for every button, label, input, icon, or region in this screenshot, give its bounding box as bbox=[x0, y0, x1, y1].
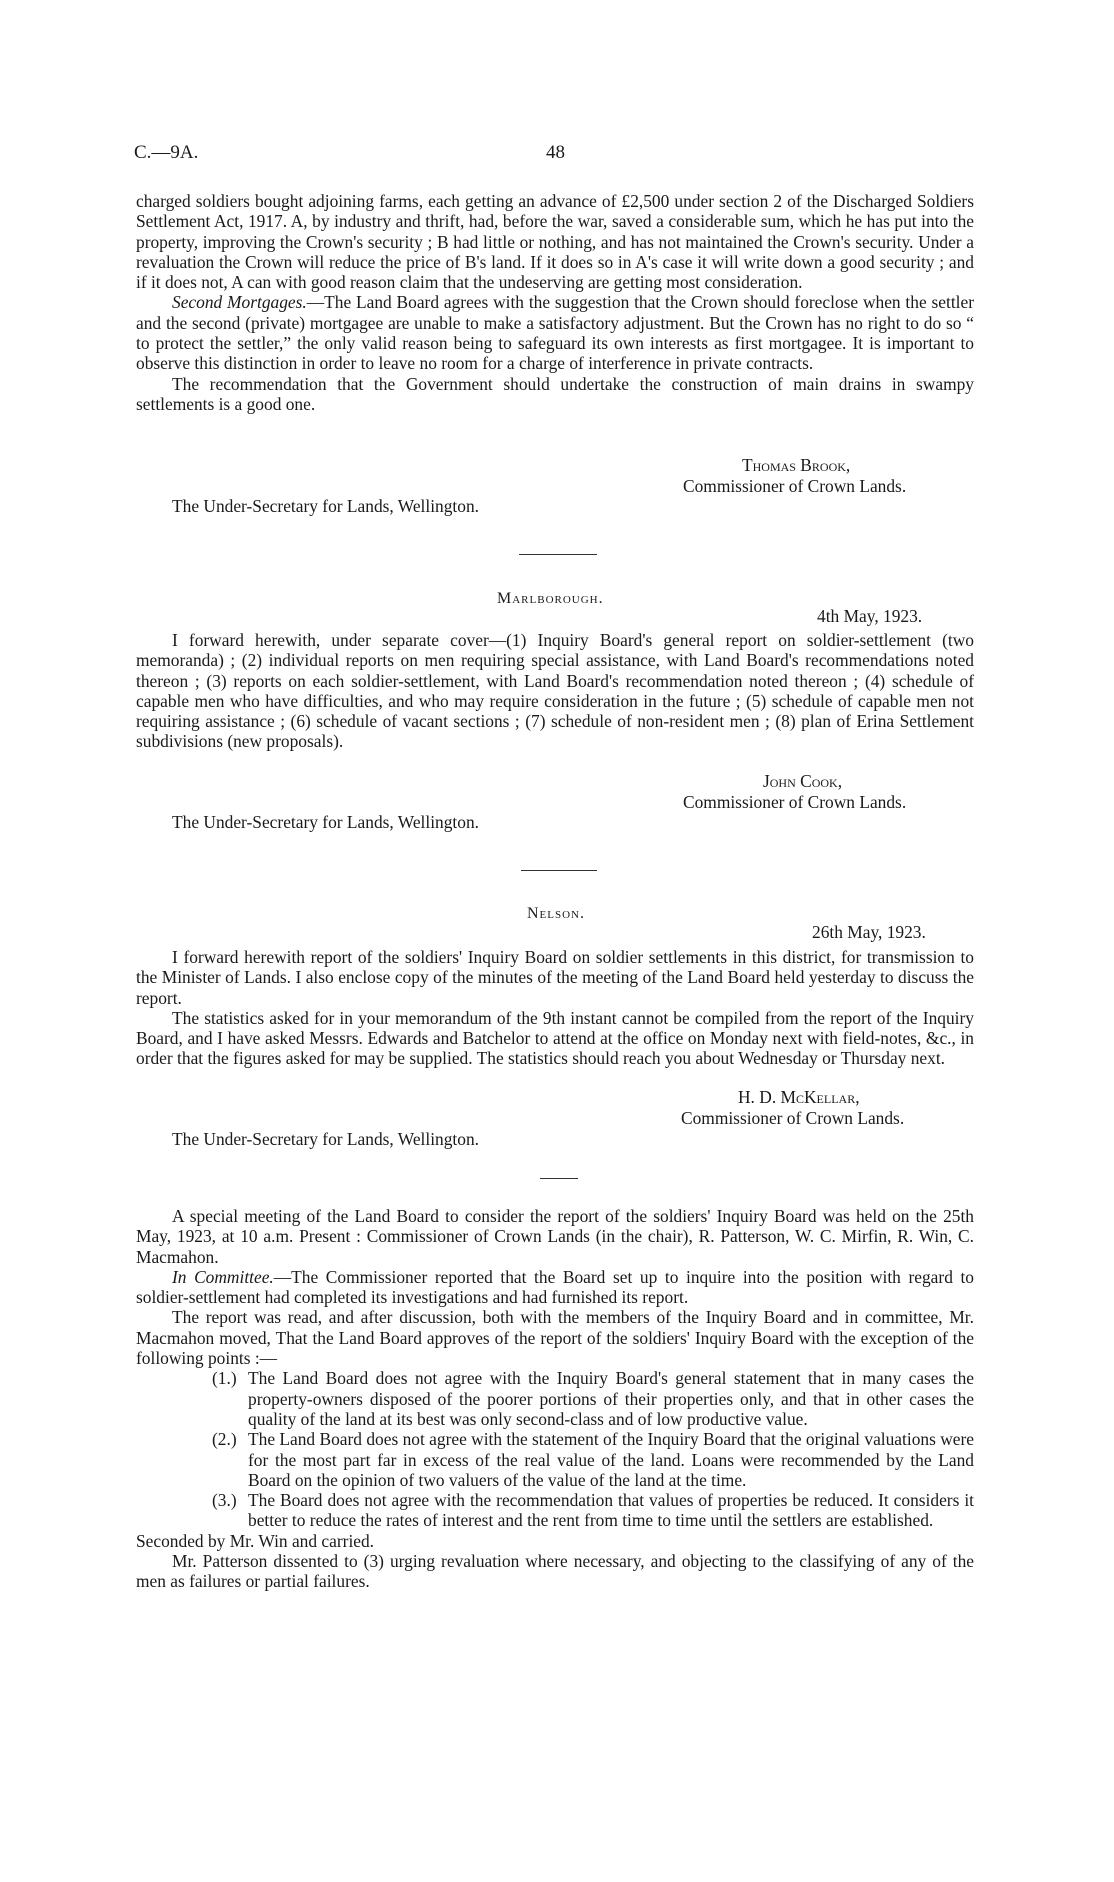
list-item bbox=[136, 1429, 974, 1490]
in-committee-paragraph bbox=[136, 1267, 974, 1308]
nelson-body bbox=[136, 947, 974, 1069]
addressee-2: The Under-Secretary for Lands, Wellington. bbox=[172, 812, 479, 832]
marlborough-body bbox=[136, 630, 974, 752]
minutes-body bbox=[136, 1206, 974, 1592]
main-drains-paragraph: The recommendation that the Government should undertake the construction of main drains in swampy settlements is a good one. bbox=[136, 373, 974, 414]
addressee-1: The Under-Secretary for Lands, Wellington. bbox=[172, 496, 479, 516]
section-continuation bbox=[136, 191, 974, 414]
point-number: (3.) bbox=[212, 1490, 237, 1511]
heading-nelson: Nelson. bbox=[527, 905, 585, 922]
in-committee-title: In Committee. bbox=[172, 1266, 274, 1287]
in-committee-text: —The Commissioner reported that the Board set up to inquire into the position with regard to soldier-settlement had completed its investigations and had furnished its report. bbox=[136, 1266, 975, 1308]
signer-title-mckellar: Commissioner of Crown Lands. bbox=[681, 1108, 905, 1128]
signer-title-cook: Commissioner of Crown Lands. bbox=[683, 792, 907, 812]
date-marlborough: 4th May, 1923. bbox=[817, 606, 923, 626]
points-list bbox=[136, 1368, 974, 1530]
continuation-paragraph: charged soldiers bought adjoining farms, each getting an advance of £2,500 under section 2 of the Discharged Soldiers Settlement Act, 1917. A, by industry and thrift, had, before the war, saved a considerable sum, which he has put into the property, improving the Crown's security ; B had little or nothing, and has not maintained the Crown's security. Under a revaluation the Crown will reduce the price of B's land. If it does so in A's case it will write down a good security ; and if it does not, A can with good reason claim that the undeserving are getting most consideration. bbox=[136, 191, 974, 293]
minutes-paragraph-3: The report was read, and after discussion, both with the members of the Inquiry Board and in committee, Mr. Macmahon moved, That the Land Board approves of the report of the soldiers' Inquiry Board with the exception of the following points :— bbox=[136, 1307, 974, 1369]
document-code: C.—9A. bbox=[134, 142, 199, 163]
addressee-3: The Under-Secretary for Lands, Wellington. bbox=[172, 1129, 479, 1149]
marlborough-paragraph: I forward herewith, under separate cover—(1) Inquiry Board's general report on soldier-settlement (two memoranda) ; (2) individual reports on men requiring special assistance, with Land Board's recommendations noted thereon ; (3) reports on each soldier-settlement, with Land Board's recommendation noted thereon ; (4) schedule of capable men who have difficulties, and who may require consideration in the future ; (5) schedule of capable men not requiring assistance ; (6) schedule of vacant sections ; (7) schedule of non-resident men ; (8) plan of Erina Settlement subdivisions (new proposals). bbox=[136, 630, 974, 752]
minutes-paragraph-1: A special meeting of the Land Board to consider the report of the soldiers' Inquiry Board was held on the 25th May, 1923, at 10 a.m. Present : Commissioner of Crown Lands (in the chair), R. Patterson, W. C. Mirfin, R. Win, C. Macmahon. bbox=[136, 1206, 974, 1267]
nelson-paragraph-1: I forward herewith report of the soldiers' Inquiry Board on soldier settlements in this district, for transmission to the Minister of Lands. I also enclose copy of the minutes of the meeting of the Land Board held yesterday to discuss the report. bbox=[136, 947, 974, 1008]
heading-marlborough: Marlborough. bbox=[497, 590, 604, 607]
section-divider bbox=[519, 554, 597, 555]
section-divider bbox=[540, 1178, 578, 1179]
signer-name-brook: Thomas Brook, bbox=[742, 455, 851, 475]
list-item bbox=[136, 1368, 974, 1429]
signer-name-mckellar: H. D. McKellar, bbox=[738, 1087, 860, 1107]
seconded-line: Seconded by Mr. Win and carried. bbox=[136, 1530, 375, 1551]
nelson-paragraph-2: The statistics asked for in your memorandum of the 9th instant cannot be compiled from the report of the Inquiry Board, and I have asked Messrs. Edwards and Batchelor to attend at the office on Monday next with field-notes, &c., in order that the figures asked for may be supplied. The statistics should reach you about Wednesday or Thursday next. bbox=[136, 1007, 974, 1069]
section-divider bbox=[521, 870, 597, 871]
signer-name-cook: John Cook, bbox=[763, 771, 843, 791]
date-nelson: 26th May, 1923. bbox=[812, 922, 926, 942]
signer-title-brook: Commissioner of Crown Lands. bbox=[683, 476, 907, 496]
dissent-paragraph: Mr. Patterson dissented to (3) urging revaluation where necessary, and objecting to the classifying of any of the men as failures or partial failures. bbox=[136, 1551, 974, 1592]
point-text: The Land Board does not agree with the statement of the Inquiry Board that the original valuations were for the most part far in excess of the real value of the land. Loans were recommended by the Land Board on the opinion of two valuers of the value of the land at the time. bbox=[248, 1429, 974, 1490]
point-number: (1.) bbox=[212, 1368, 237, 1389]
list-item bbox=[136, 1490, 974, 1531]
page-number: 48 bbox=[546, 142, 565, 163]
second-mortgages-paragraph bbox=[136, 292, 974, 373]
point-text: The Board does not agree with the recommendation that values of properties be reduced. It considers it better to reduce the rates of interest and the rent from time to time until the settlers are established. bbox=[248, 1490, 974, 1531]
point-number: (2.) bbox=[212, 1429, 237, 1450]
point-text: The Land Board does not agree with the Inquiry Board's general statement that in many cases the property-owners disposed of the poorer portions of their properties only, and that in other cases the quality of the land at its best was only second-class and of low productive value. bbox=[248, 1368, 974, 1429]
second-mortgages-text: —The Land Board agrees with the suggestion that the Crown should foreclose when the settler and the second (private) mortgagee are unable to make a satisfactory adjustment. But the Crown has no right to do so “ to protect the settler,” the only valid reason being to safeguard its own interests as first mortgagee. It is important to observe this distinction in order to leave no room for a charge of interference in private contracts. bbox=[136, 292, 974, 374]
second-mortgages-title: Second Mortgages. bbox=[172, 292, 307, 313]
